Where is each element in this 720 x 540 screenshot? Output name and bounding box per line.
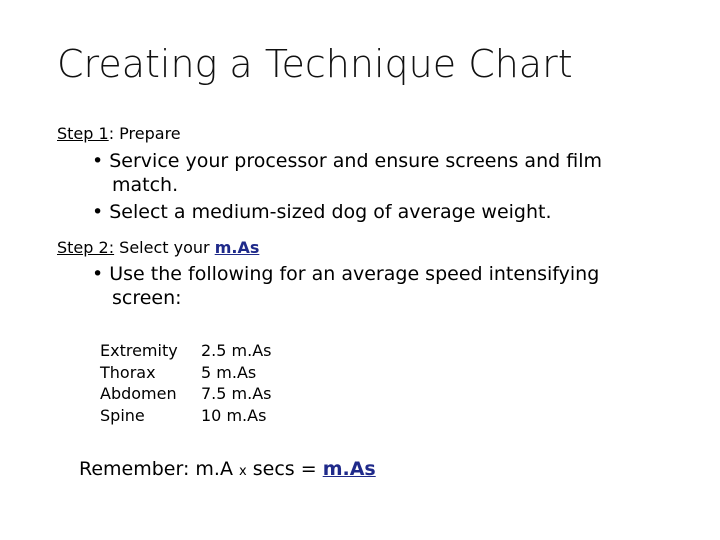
step-1-label: Step 1: [57, 124, 109, 143]
region-cell: Abdomen: [100, 384, 177, 403]
step-2-label: Step 2:: [57, 238, 115, 257]
step-2-bullet: [92, 262, 652, 310]
region-cell: Extremity: [100, 341, 178, 360]
value-cell: 5 m.As: [201, 362, 257, 382]
formula-prefix: Remember: m.A: [79, 458, 239, 480]
bullet-line-continued: match.: [112, 174, 179, 196]
step-1-heading: [57, 124, 181, 143]
region-cell: Spine: [100, 405, 145, 425]
value-cell: 10 m.As: [201, 405, 267, 425]
table-row: [100, 340, 271, 362]
bullet-line: • Use the following for an average speed intensifying: [92, 263, 600, 285]
bullet-line: • Select a medium-sized dog of average weight.: [92, 201, 552, 223]
mas-link[interactable]: m.As: [214, 238, 260, 257]
table-row: [100, 362, 271, 384]
step-1-bullet-2: [92, 200, 652, 224]
value-cell: 7.5 m.As: [201, 384, 272, 403]
mas-link[interactable]: m.As: [322, 458, 376, 480]
slide-title: Creating a Technique Chart: [57, 42, 573, 86]
step-1-text: : Prepare: [108, 124, 181, 143]
formula-times: x: [239, 464, 247, 479]
value-cell: 2.5 m.As: [201, 341, 272, 360]
step-2-heading: [57, 238, 259, 257]
table-row: [100, 405, 271, 427]
step-1-bullet-1: [92, 149, 652, 197]
bullet-line: • Service your processor and ensure screens and film: [92, 150, 602, 172]
remember-formula: [79, 458, 376, 480]
region-cell: Thorax: [100, 362, 156, 382]
technique-table: [100, 340, 271, 426]
step-2-text: Select your: [114, 238, 215, 257]
bullet-line-continued: screen:: [112, 287, 182, 309]
table-row: [100, 383, 271, 405]
formula-middle: secs =: [246, 458, 323, 480]
